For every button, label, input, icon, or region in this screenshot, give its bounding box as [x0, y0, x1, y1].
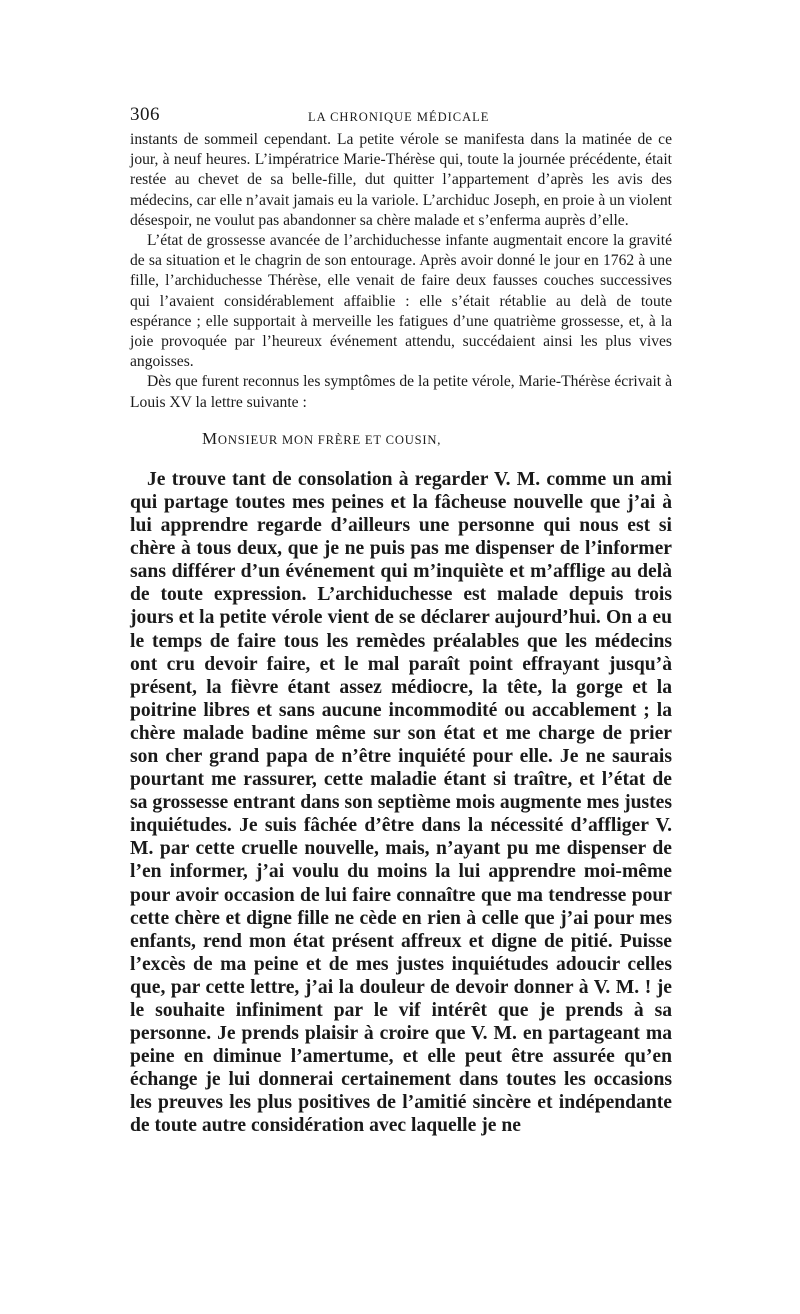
salutation-initial: M	[202, 428, 218, 448]
salutation-rest: ONSIEUR MON FRÈRE ET COUSIN,	[217, 432, 442, 447]
page	[130, 104, 672, 1138]
page-number: 306	[130, 104, 160, 125]
narrative-text	[130, 130, 672, 413]
journal-title: LA CHRONIQUE MÉDICALE	[308, 110, 490, 124]
paragraph: L’état de grossesse avancée de l’archiduchesse infante augmentait encore la gravité de sa situation et le chagrin de son entourage. Après avoir donné le jour en 1762 à une fille, l’archiduchesse Thérèse, elle venait de faire deux fausses couches successives qui l’avaient considérablement affaiblie : elle s’était rétablie au delà de toute espérance ; elle supportait à merveille les fatigues d’une quatrième grossesse, et, à la joie provoquée par l’heureux événement attendu, succédaient ainsi les plus vives angoisses.	[130, 232, 672, 371]
running-head	[130, 104, 672, 130]
paragraph: Dès que furent reconnus les symptômes de la petite vérole, Marie-Thérèse écrivait à Louis XV la lettre suivante :	[130, 373, 672, 411]
paragraph: instants de sommeil cependant. La petite vérole se manifesta dans la matinée de ce jour, à neuf heures. L’impératrice Marie-Thérèse qui, toute la journée précédente, était restée au chevet de sa belle-fille, dut quitter l’appartement d’après les avis des médecins, car elle n’avait jamais eu la variole. L’archiduc Joseph, en proie à un violent désespoir, ne voulut pas abandonner sa chère malade et s’enferma auprès d’elle.	[130, 131, 672, 229]
letter-salutation	[130, 429, 672, 450]
letter-body: Je trouve tant de consolation à regarder V. M. comme un ami qui partage toutes mes peines et la fâcheuse nouvelle que j’ai à lui apprendre regarde d’ailleurs une personne qui nous est si chère à tous deux, que je ne puis pas me dispenser de l’informer sans différer d’un événement qui m’inquiète et m’afflige au delà de toute expression. L’archiduchesse est malade depuis trois jours et la petite vérole vient de se déclarer aujourd’hui. On a eu le temps de faire tous les remèdes préalables que les médecins ont cru devoir faire, et le mal paraît point effrayant jusqu’à présent, la fièvre étant assez médiocre, la tête, la gorge et la poitrine libres et sans aucune incommodité ou accablement ; la chère malade badine même sur son état et me charge de prier son cher grand papa de n’être inquiété pour elle. Je ne saurais pourtant me rassurer, cette maladie étant si traître, et l’état de sa grossesse entrant dans son septième mois augmente mes justes inquiétudes. Je suis fâchée d’être dans la nécessité d’affliger V. M. par cette cruelle nouvelle, mais, n’ayant pu me dispenser de l’en informer, j’ai voulu du moins la lui apprendre moi-même pour avoir occasion de lui faire connaître que ma tendresse pour cette chère et digne fille ne cède en rien à celle que j’ai pour mes enfants, rend mon état présent affreux et digne de pitié. Puisse l’excès de ma peine et de mes justes inquiétudes adoucir celles que, par cette lettre, j’ai la douleur de devoir donner à V. M. ! je le souhaite infiniment par le vif intérêt que je prends à sa personne. Je prends plaisir à croire que V. M. en partageant ma peine en diminue l’amertume, et elle peut être assurée qu’en échange je lui donnerai certainement dans toutes les occasions les preuves les plus positives de l’amitié sincère et indépendante de toute autre considération avec laquelle je ne	[130, 468, 672, 1137]
